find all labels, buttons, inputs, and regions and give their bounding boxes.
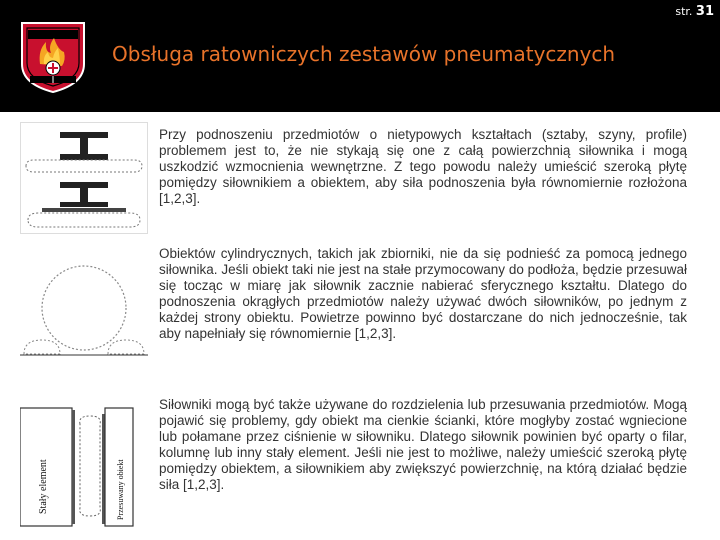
paragraph-spreading: Siłowniki mogą być także używane do rozdzielenia lub przesuwania przedmiotów. Mogą pojawić się problemy, gdy obiekt ma cienkie ścianki, które mogłyby zostać wgniecione lub połamane przez ciśnienie w siłowniku. Dlatego siłownik powinien być oparty o filar, kolumnę lub inny stały element. Jeśli nie jest to możliwe, należy umieścić szeroką płytę pomiędzy obiektem, a siłownikiem aby zwiększyć powierzchnię, na którą działać będzie siła [1,2,3]. <box>159 397 687 492</box>
fixed-element-label: Stały element <box>38 459 49 514</box>
header-bar <box>0 0 720 112</box>
fire-brigade-logo <box>18 20 88 94</box>
page-title: Obsługa ratowniczych zestawów pneumatycznych <box>112 42 616 66</box>
cylinder-lifting-illustration <box>20 258 148 362</box>
profile-lifting-illustration <box>20 122 148 234</box>
page-number: str. 31 <box>675 4 714 19</box>
moved-object-label: Przesuwany obiekt <box>116 459 125 520</box>
spreading-illustration <box>20 404 140 530</box>
paragraph-cylinders: Obiektów cylindrycznych, takich jak zbiorniki, nie da się podnieść za pomocą jednego siłownika. Jeśli obiekt taki nie jest na stałe przymocowany do podłoża, będzie przesuwał się tocząc w miarę jak siłownik zacznie nabierać sferycznego kształtu. Dlatego do podnoszenia okrągłych przedmiotów należy używać dwóch siłowników, po jednym z każdej strony obiektu. Powietrze powinno być dostarczane do nich jednocześnie, tak aby napełniały się równomiernie [1,2,3]. <box>159 246 687 341</box>
paragraph-profiles: Przy podnoszeniu przedmiotów o nietypowych kształtach (sztaby, szyny, profile) problemem jest to, że nie stykają się one z całą powierzchnią siłownika i mogą uszkodzić wzmocnienia wewnętrzne. Z tego powodu należy umieścić szeroką płytę pomiędzy siłownikiem a obiektem, aby siła podnoszenia była równomiernie rozłożona [1,2,3]. <box>159 127 687 206</box>
page-number-value: 31 <box>695 4 714 19</box>
